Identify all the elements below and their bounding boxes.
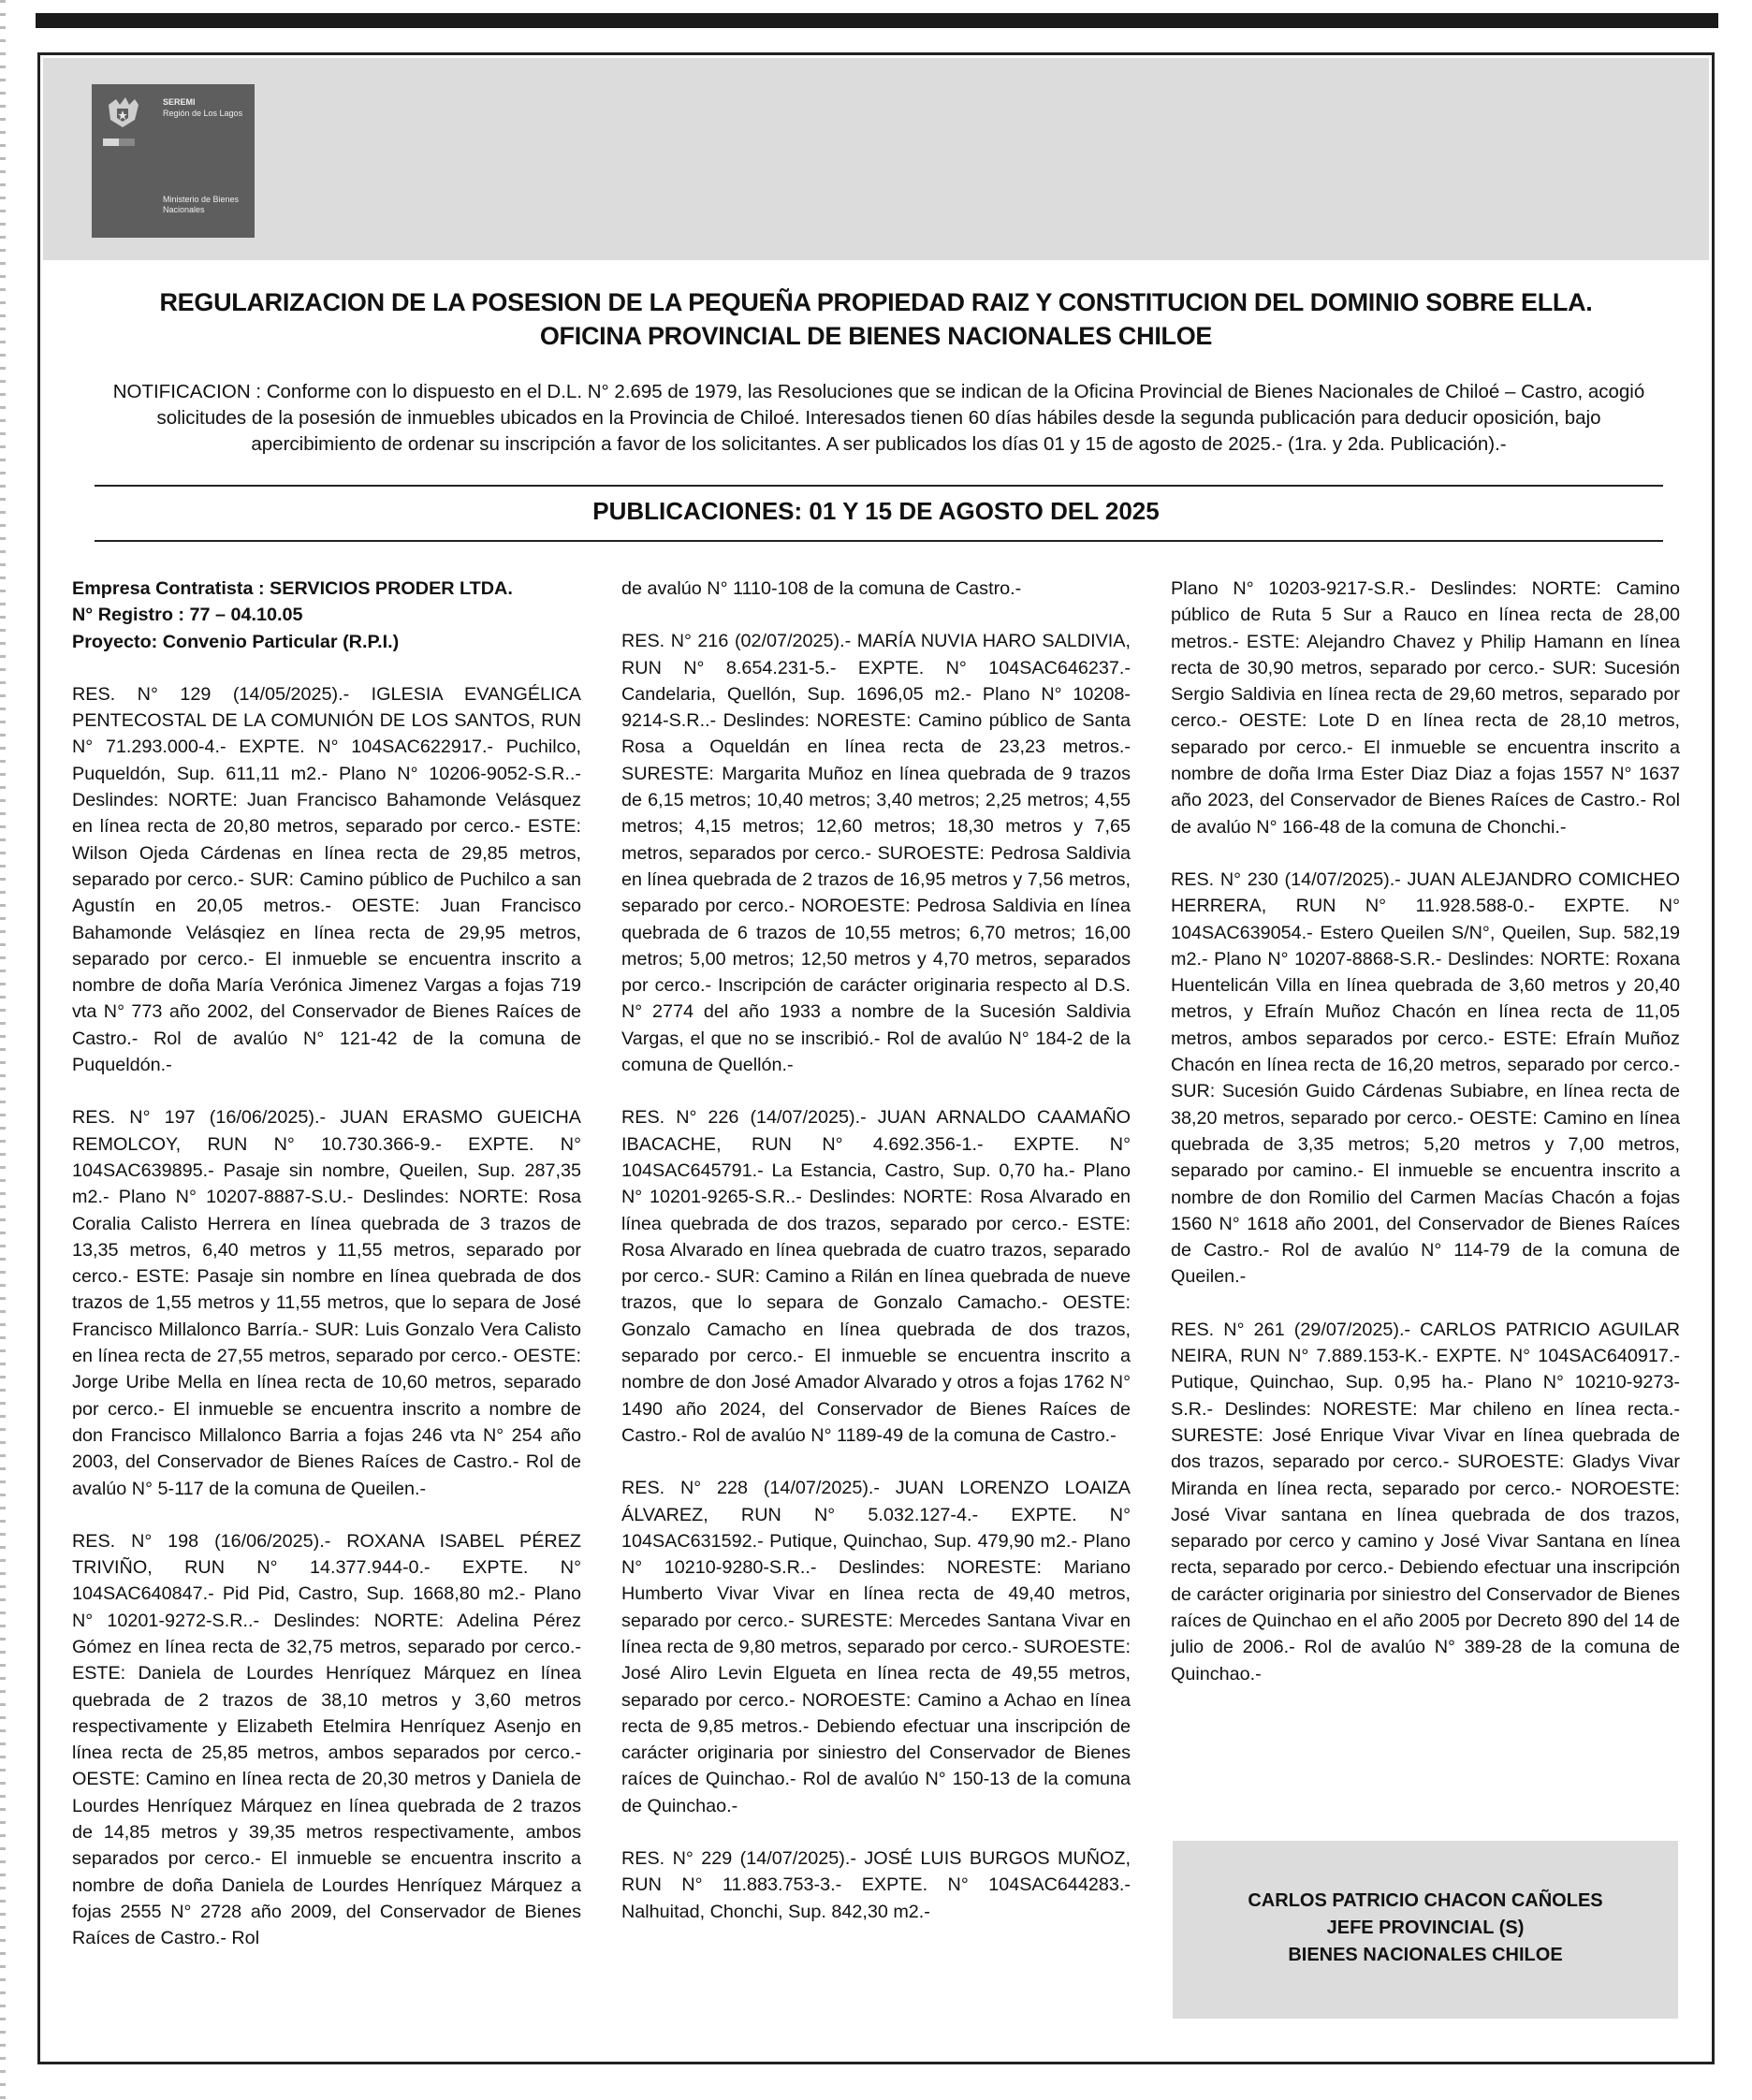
header-band [43,58,1709,260]
signatory-office: BIENES NACIONALES CHILOE [1288,1945,1563,1965]
resolution-entry: RES. N° 261 (29/07/2025).- CARLOS PATRICIO AGUILAR NEIRA, RUN N° 7.889.153-K.- EXPTE. N° 104SAC640917.- Putique, Quinchao, Sup. 0,95 ha.- Plano N° 10210-9273-S.R.- Deslindes: NORESTE: Mar chileno en línea recta.- SURESTE: José Enrique Vivar Vivar en línea quebrada de dos trazos, separado por cerco.- SUROESTE: Gladys Vivar Miranda en línea recta, separado por cerco.- NOROESTE: José Vivar santana en línea quebrada de dos trazos, separado por cerco y camino y José Vivar Santana en línea recta, separado por cerco.- Debiendo efectuar una inscripción de carácter originaria por siniestro del Conservador de Bienes raíces de Quinchao en el año 2005 por Decreto 890 del 14 de julio de 2006.- Rol de avalúo N° 389-28 de la comuna de Quinchao.- [1171,1319,1680,1684]
contractor-registry: N° Registro : 77 – 04.10.05 [72,605,303,626]
resolution-entry: RES. N° 197 (16/06/2025).- JUAN ERASMO GUEICHA REMOLCOY, RUN N° 10.730.366-9.- EXPTE. N° 104SAC639895.- Pasaje sin nombre, Queilen, Sup. 287,35 m2.- Plano N° 10207-8887-S.U.- Deslindes: NORTE: Rosa Coralia Calisto Herrera en línea quebrada de 3 trazos de 13,35 metros, 6,40 metros y 11,55 metros, separado por cerco.- ESTE: Pasaje sin nombre en línea quebrada de dos trazos de 1,55 metros y 11,55 metros, que lo separa de José Francisco Millalonco Barría.- SUR: Luis Gonzalo Vera Calisto en línea recta de 27,55 metros, separado por cerco.- OESTE: Jorge Uribe Mella en línea recta de 10,60 metros, separado por cerco.- El inmueble se encuentra inscrito a nombre de don Francisco Millalonco Barria a fojas 246 vta N° 254 año 2003, del Conservador de Bienes Raíces de Castro.- Rol de avalúo N° 5-117 de la comuna de Queilen.- [72,1107,581,1499]
contractor-project: Proyecto: Convenio Particular (R.P.I.) [72,631,400,652]
resolution-entry: RES. N° 229 (14/07/2025).- JOSÉ LUIS BURGOS MUÑOZ, RUN N° 11.883.753-3.- EXPTE. N° 104SAC644283.- Nalhuitad, Chonchi, Sup. 842,30 m2.- [621,1848,1131,1922]
logo-ministry-label: Ministerio de Bienes Nacionales [163,195,240,214]
resolution-entry: RES. N° 228 (14/07/2025).- JUAN LORENZO LOAIZA ÁLVAREZ, RUN N° 5.032.127-4.- EXPTE. N° 104SAC631592.- Putique, Quinchao, Sup. 479,90 m2.- Plano N° 10210-9280-S.R..- Deslindes: NORESTE: Mariano Humberto Vivar Vivar en línea recta de 49,40 metros, separado por cerco.- SURESTE: Mercedes Santana Vivar en línea recta de 9,80 metros, separado por cerco.- SUROESTE: José Aliro Levin Elgueta en línea recta de 49,55 metros, separado por cerco.- NOROESTE: Camino a Achao en línea recta de 9,85 metros.- Debiendo efectuar una inscripción de carácter originaria por siniestro del Conservador de Bienes raíces de Quinchao.- Rol de avalúo N° 150-13 de la comuna de Quinchao.- [621,1478,1131,1816]
contractor-block [72,576,581,655]
resolution-entry: RES. N° 226 (14/07/2025).- JUAN ARNALDO CAAMAÑO IBACACHE, RUN N° 4.692.356-1.- EXPTE. N° 104SAC645791.- La Estancia, Castro, Sup. 0,70 ha.- Plano N° 10201-9265-S.R..- Deslindes: NORTE: Rosa Alvarado en línea quebrada de dos trazos, separado por cerco.- ESTE: Rosa Alvarado en línea quebrada de cuatro trazos, separado por cerco.- SUR: Camino a Rilán en línea quebrada de nueve trazos, que lo separa de Gonzalo Camacho.- OESTE: Gonzalo Camacho en línea quebrada de dos trazos, separado por cerco.- El inmueble se encuentra inscrito a nombre de don José Amador Alvarado y otros a fojas 1762 N° 1490 año 2024, del Conservador de Bienes Raíces de Castro.- Rol de avalúo N° 1189-49 de la comuna de Castro.- [621,1107,1131,1446]
logo-region-label: Región de Los Lagos [163,109,243,118]
logo-seremi-label: SEREMI [163,97,196,107]
divider-bottom [95,540,1663,542]
chile-coat-of-arms-icon [103,95,142,131]
publications-heading: PUBLICACIONES: 01 Y 15 DE AGOSTO DEL 2025 [592,497,1160,525]
notice-frame [37,52,1715,2064]
resolution-entry: RES. N° 129 (14/05/2025).- IGLESIA EVANGÉLICA PENTECOSTAL DE LA COMUNIÓN DE LOS SANTOS, RUN N° 71.293.000-4.- EXPTE. N° 104SAC622917.- Puchilco, Puqueldón, Sup. 611,11 m2.- Plano N° 10206-9052-S.R..- Deslindes: NORTE: Juan Francisco Bahamonde Velásquez en línea recta de 20,80 metros, separado por cerco.- ESTE: Wilson Ojeda Cárdenas en línea recta de 29,85 metros, separado por cerco.- SUR: Camino público de Puchilco a san Agustín en 20,05 metros.- OESTE: Juan Francisco Bahamonde Velásqiez en línea recta de 29,95 metros, separado por cerco.- El inmueble se encuentra inscrito a nombre de doña María Verónica Jimenez Vargas a fojas 719 vta N° 773 año 2002, del Conservador de Bienes Raíces de Castro.- Rol de avalúo N° 121-42 de la comuna de Puqueldón.- [72,683,581,1076]
column-1 [72,576,581,1978]
notice-title [40,285,1712,353]
divider-top [95,485,1663,487]
resolution-entry: Plano N° 10203-9217-S.R.- Deslindes: NORTE: Camino público de Ruta 5 Sur a Rauco en línea recta de 28,00 metros.- ESTE: Alejandro Chavez y Philip Hamann en línea recta de 30,90 metros, separado por cerco.- SUR: Sucesión Sergio Saldivia en línea recta de 29,60 metros, separado por cerco.- OESTE: Lote D en línea recta de 28,10 metros, separado por cerco.- El inmueble se encuentra inscrito a nombre de doña Irma Ester Diaz Diaz a fojas 1557 N° 1637 año 2023, del Conservador de Bienes Raíces de Castro.- Rol de avalúo N° 166-48 de la comuna de Chonchi.- [1171,578,1680,838]
contractor-company: Empresa Contratista : SERVICIOS PRODER LTDA. [72,578,513,599]
top-rule-bar [36,13,1718,28]
notice-title-line2: OFICINA PROVINCIAL DE BIENES NACIONALES CHILOE [539,322,1213,350]
ministry-logo [92,84,255,238]
page-edge-perforation [0,0,6,2100]
resolution-entry: RES. N° 216 (02/07/2025).- MARÍA NUVIA HARO SALDIVIA, RUN N° 8.654.231-5.- EXPTE. N° 104SAC646237.- Candelaria, Quellón, Sup. 1696,05 m2.- Plano N° 10208-9214-S.R..- Deslindes: NORESTE: Camino público de Santa Rosa a Oqueldán en línea recta de 23,23 metros.- SURESTE: Margarita Muñoz en línea quebrada de 9 trazos de 6,15 metros; 10,40 metros; 3,40 metros; 2,25 metros; 4,55 metros; 4,15 metros; 12,60 metros; 18,30 metros y 7,65 metros, separados por cerco.- SUROESTE: Pedrosa Saldivia en línea quebrada de 2 trazos de 16,95 metros y 7,56 metros, separado por cerco.- NOROESTE: Pedrosa Saldivia en línea quebrada de 6 trazos de 10,55 metros; 6,70 metros; 16,00 metros; 5,00 metros; 12,50 metros y 4,70 metros, separados por cerco.- Inscripción de carácter originaria respecto al D.S. N° 2774 del año 1933 a nombre de la Sucesión Saldivia Vargas, el que no se inscribió.- Rol de avalúo N° 184-2 de la comuna de Quellón.- [621,631,1131,1076]
resolution-entry: RES. N° 198 (16/06/2025).- ROXANA ISABEL PÉREZ TRIVIÑO, RUN N° 14.377.944-0.- EXPTE. N° 104SAC640847.- Pid Pid, Castro, Sup. 1668,80 m2.- Plano N° 10201-9272-S.R..- Deslindes: NORTE: Adelina Pérez Gómez en línea recta de 32,75 metros, separado por cerco.- ESTE: Daniela de Lourdes Henríquez Márquez en línea quebrada de 2 trazos de 38,10 metros y 3,60 metros respectivamente y Elizabeth Etelmira Henríquez Asenjo en línea recta de 25,85 metros, ambos separados por cerco.- OESTE: Camino en línea recta de 20,30 metros y Daniela de Lourdes Henríquez Márquez en línea quebrada de 2 trazos de 14,85 metros y 39,35 metros respectivamente, ambos separados por cerco.- El inmueble se encuentra inscrito a nombre de doña Daniela de Lourdes Henríquez Márquez a fojas 2555 N° 2728 año 2009, del Conservador de Bienes Raíces de Castro.- Rol [72,1530,581,1949]
signature-block [1173,1888,1678,1969]
logo-flag-bar-white [103,139,119,146]
signatory-position: JEFE PROVINCIAL (S) [1326,1918,1525,1938]
column-2 [621,576,1131,1951]
notice-title-line1: REGULARIZACION DE LA POSESION DE LA PEQUEÑA PROPIEDAD RAIZ Y CONSTITUCION DEL DOMINIO SOBRE ELLA. [159,288,1593,316]
resolution-entry: de avalúo N° 1110-108 de la comuna de Castro.- [621,578,1022,599]
signatory-name: CARLOS PATRICIO CHACON CAÑOLES [1248,1890,1603,1911]
column-3 [1171,576,1680,1714]
notification-paragraph: NOTIFICACION : Conforme con lo dispuesto en el D.L. N° 2.695 de 1979, las Resoluciones que se indican de la Oficina Provincial de Bienes Nacionales de Chiloé – Castro, acogió solicitudes de la posesión de inmuebles ubicados en la Provincia de Chiloé. Interesados tienen 60 días hábiles desde la segunda publicación para deducir oposición, bajo apercibimiento de ordenar su inscripción a favor de los solicitantes. A ser publicados los días 01 y 15 de agosto de 2025.- (1ra. y 2da. Publicación).- [112,381,1645,455]
signature-box [1173,1841,1678,2019]
resolution-entry: RES. N° 230 (14/07/2025).- JUAN ALEJANDRO COMICHEO HERRERA, RUN N° 11.928.588-0.- EXPTE. N° 104SAC639054.- Estero Queilen S/N°, Queilen, Sup. 582,19 m2.- Plano N° 10207-8868-S.R.- Deslindes: NORTE: Roxana Huentelicán Villa en línea quebrada de 3,60 metros y 20,40 metros, y Efraín Muñoz Chacón en línea recta de 11,05 metros, ambos separados por cerco.- ESTE: Efraín Muñoz Chacón en línea recta de 16,20 metros, separado por cerco.- SUR: Sucesión Guido Cárdenas Subiabre, en línea recta de 38,20 metros, separado por cerco.- OESTE: Camino en línea quebrada de 3,35 metros; 5,20 metros y 7,00 metros, separado por camino.- El inmueble se encuentra inscrito a nombre de don Romilio del Carmen Macías Chacón a fojas 1560 N° 1618 año 2001, del Conservador de Bienes Raíces de Castro.- Rol de avalúo N° 114-79 de la comuna de Queilen.- [1171,868,1680,1288]
